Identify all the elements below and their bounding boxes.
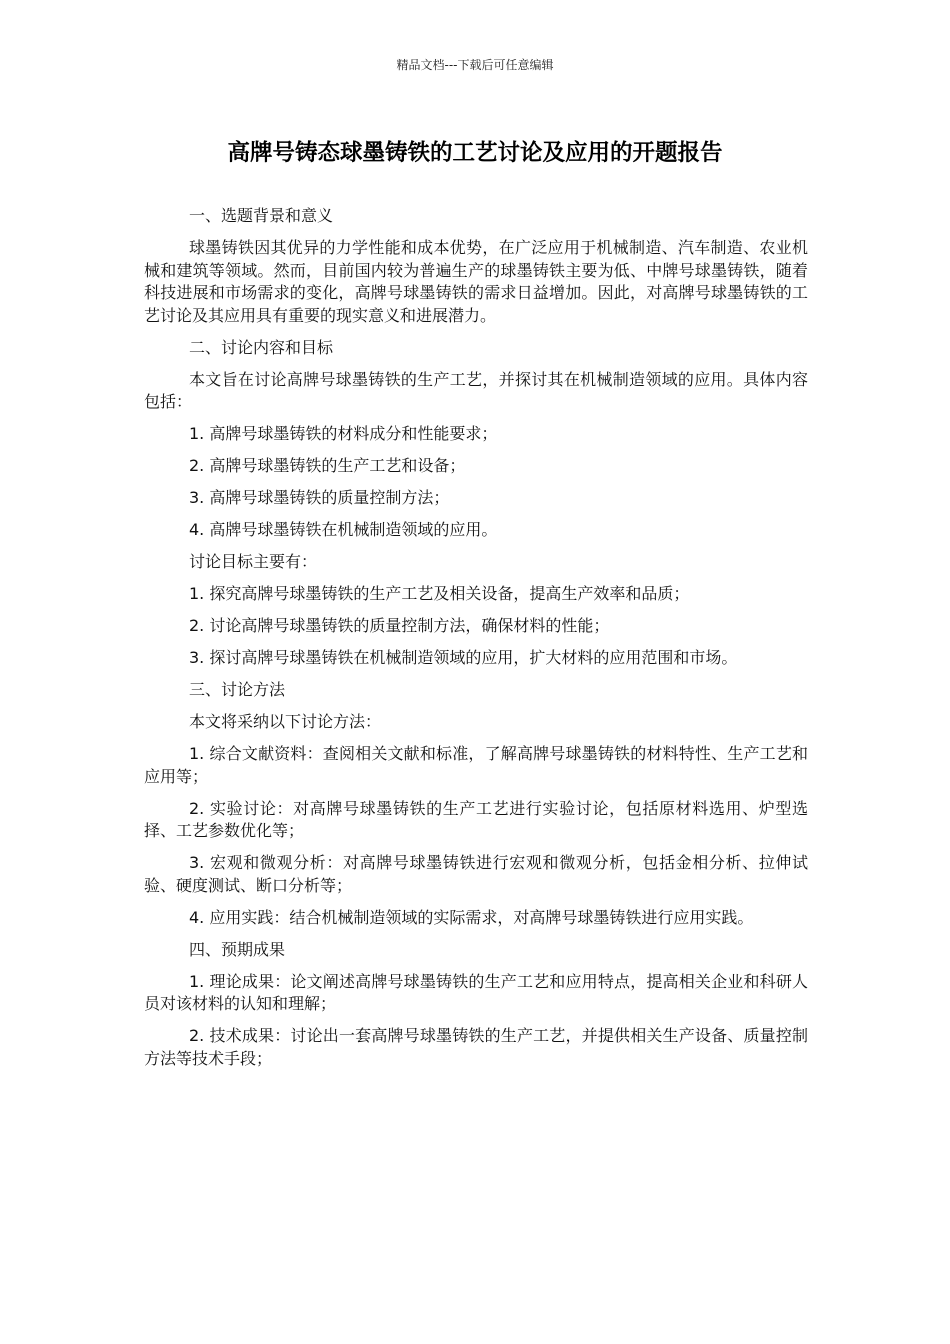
document-title: 高牌号铸态球墨铸铁的工艺讨论及应用的开题报告 xyxy=(227,140,723,166)
section-heading-background: 一、选题背景和意义 xyxy=(189,206,334,225)
paragraph-goals-intro: 讨论目标主要有： xyxy=(189,552,318,571)
list-item-goal: 3. 探讨高牌号球墨铸铁在机械制造领域的应用，扩大材料的应用范围和市场。 xyxy=(189,648,738,667)
list-item-content: 2. 高牌号球墨铸铁的生产工艺和设备； xyxy=(189,456,466,475)
paragraph-content-intro: 本文旨在讨论高牌号球墨铸铁的生产工艺，并探讨其在机械制造领域的应用。具体内容包括： xyxy=(144,369,808,411)
list-item-goal: 1. 探究高牌号球墨铸铁的生产工艺及相关设备，提高生产效率和品质； xyxy=(189,584,690,603)
list-item-method: 2. 实验讨论：对高牌号球墨铸铁的生产工艺进行实验讨论，包括原材料选用、炉型选择、工艺参数优化等； xyxy=(144,798,808,840)
list-item-outcome: 2. 技术成果：讨论出一套高牌号球墨铸铁的生产工艺，并提供相关生产设备、质量控制方法等技术手段； xyxy=(144,1026,808,1068)
list-item-content: 3. 高牌号球墨铸铁的质量控制方法； xyxy=(189,488,450,507)
section-heading-outcomes: 四、预期成果 xyxy=(189,939,286,959)
document-body xyxy=(144,205,808,1080)
list-item-method: 3. 宏观和微观分析：对高牌号球墨铸铁进行宏观和微观分析，包括金相分析、拉伸试验、硬度测试、断口分析等； xyxy=(144,853,808,895)
section-heading-methods: 三、讨论方法 xyxy=(189,680,286,699)
section-heading-content: 二、讨论内容和目标 xyxy=(189,337,334,357)
page-header: 精品文档---下载后可任意编辑 xyxy=(396,58,554,72)
list-item-content: 4. 高牌号球墨铸铁在机械制造领域的应用。 xyxy=(189,520,498,539)
paragraph-methods-intro: 本文将采纳以下讨论方法： xyxy=(189,712,382,731)
list-item-method: 1. 综合文献资料：查阅相关文献和标准，了解高牌号球墨铸铁的材料特性、生产工艺和应用等； xyxy=(144,744,808,786)
list-item-goal: 2. 讨论高牌号球墨铸铁的质量控制方法，确保材料的性能； xyxy=(189,616,610,635)
paragraph-background: 球墨铸铁因其优异的力学性能和成本优势，在广泛应用于机械制造、汽车制造、农业机械和建筑等领域。然而，目前国内较为普遍生产的球墨铸铁主要为低、中牌号球墨铸铁，随着科技进展和市场需求的变化，高牌号球墨铸铁的需求日益增加。因此，对高牌号球墨铸铁的工艺讨论及其应用具有重要的现实意义和进展潜力。 xyxy=(144,238,808,325)
list-item-method: 4. 应用实践：结合机械制造领域的实际需求，对高牌号球墨铸铁进行应用实践。 xyxy=(189,907,754,927)
list-item-outcome: 1. 理论成果：论文阐述高牌号球墨铸铁的生产工艺和应用特点，提高相关企业和科研人员对该材料的认知和理解； xyxy=(144,971,808,1013)
list-item-content: 1. 高牌号球墨铸铁的材料成分和性能要求； xyxy=(189,424,498,443)
